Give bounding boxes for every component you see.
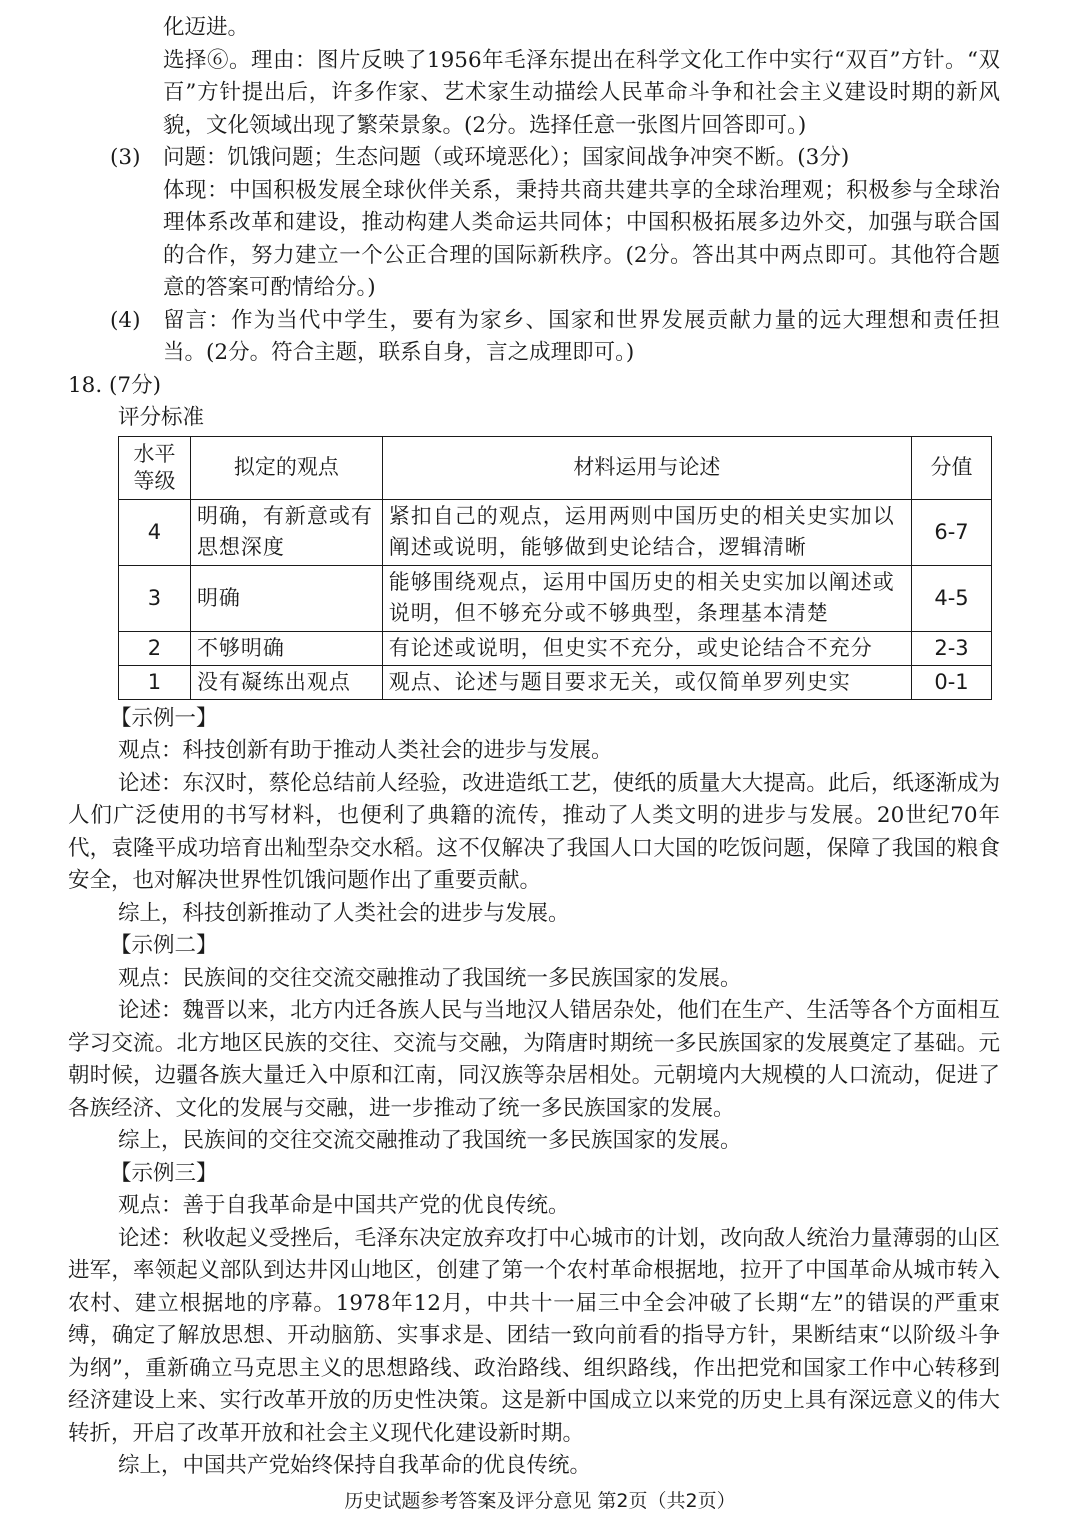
- example3-summary: 综上，中国共产党始终保持自我革命的优良传统。: [118, 1453, 592, 1478]
- row-score: 0-1: [912, 665, 992, 699]
- row-level: 2: [119, 631, 191, 665]
- example3-argument: 论述：秋收起义受挫后，毛泽东决定放弃攻打中心城市的计划，改向敌人统治力量薄弱的山区进军，率领起义部队到达井冈山地区，创建了第一个农村革命根据地，拉开了中国革命从城市转入农村、建立根据地的序幕。1978年12月，中共十一届三中全会冲破了长期“左”的错误的严重束缚，确定了解放思想、开动脑筋、实事求是、团结一致向前看的指导方针，果断结束“以阶级斗争为纲”，重新确立马克思主义的思想路线、政治路线、组织路线，作出把党和国家工作中心转移到经济建设上来、实行改革开放的历史性决策。这是新中国成立以来党的历史上具有深远意义的伟大转折，开启了改革开放和社会主义现代化建设新时期。: [68, 1225, 1000, 1446]
- example1-argument: 论述：东汉时，蔡伦总结前人经验，改进造纸工艺，使纸的质量大大提高。此后，纸逐渐成为人们广泛使用的书写材料，也便利了典籍的流传，推动了人类文明的进步与发展。20世纪70年代，袁隆平成功培育出籼型杂交水稻。这不仅解决了我国人口大国的吃饭问题，保障了我国的粮食安全，也对解决世界性饥饿问题作出了重要贡献。: [68, 770, 1000, 893]
- row-argument: 观点、论述与题目要求无关，或仅简单罗列史实: [382, 665, 911, 699]
- answer-page: [0, 12, 1080, 1483]
- row-view: 明确，有新意或有思想深度: [190, 499, 382, 565]
- example3-view: 观点：善于自我革命是中国共产党的优良传统。: [118, 1193, 570, 1218]
- page-footer: 历史试题参考答案及评分意见 第2页（共2页）: [344, 1490, 736, 1512]
- row-view: 明确: [190, 565, 382, 631]
- row-score: 6-7: [912, 499, 992, 565]
- choice6-reason: 选择⑥。理由：图片反映了1956年毛泽东提出在科学文化工作中实行“双百”方针。“双百”方针提出后，许多作家、艺术家生动描绘人民革命斗争和社会主义建设时期的新风貌，文化领域出现了繁荣景象。(2分。选择任意一张图片回答即可。): [163, 47, 1000, 138]
- q3-embody: 体现：中国积极发展全球伙伴关系，秉持共商共建共享的全球治理观；积极参与全球治理体系改革和建设，推动构建人类命运共同体；中国积极拓展多边外交，加强与联合国的合作，努力建立一个公正合理的国际新秩序。(2分。答出其中两点即可。其他符合题意的答案可酌情给分。): [163, 177, 1000, 300]
- example1-title: 【示例一】: [110, 705, 218, 731]
- q4-message: 留言：作为当代中学生，要有为家乡、国家和世界发展贡献力量的远大理想和责任担当。(2分。符合主题，联系自身，言之成理即可。): [163, 307, 1000, 365]
- criteria-title: 评分标准: [118, 405, 205, 430]
- choice-continuation: 化迈进。: [163, 15, 250, 40]
- table-row: [119, 665, 992, 699]
- table-row: [119, 499, 992, 565]
- row-score: 4-5: [912, 565, 992, 631]
- row-view: 没有凝练出观点: [190, 665, 382, 699]
- example2-view: 观点：民族间的交往交流交融推动了我国统一多民族国家的发展。: [118, 965, 742, 991]
- row-view: 不够明确: [190, 631, 382, 665]
- row-score: 2-3: [912, 631, 992, 665]
- q3-problem: 问题：饥饿问题；生态问题（或环境恶化）；国家间战争冲突不断。(3分): [163, 145, 850, 170]
- q3-label: (3): [110, 145, 141, 170]
- row-argument: 有论述或说明，但史实不充分，或史论结合不充分: [382, 631, 911, 665]
- example1-view: 观点：科技创新有助于推动人类社会的进步与发展。: [118, 738, 613, 763]
- q4-label: (4): [110, 307, 141, 333]
- header-view: 拟定的观点: [190, 436, 382, 499]
- row-level: 3: [119, 565, 191, 631]
- example2-title: 【示例二】: [110, 933, 218, 958]
- row-argument: 紧扣自己的观点，运用两则中国历史的相关史实加以阐述或说明，能够做到史论结合，逻辑清晰: [382, 499, 911, 565]
- row-level: 1: [119, 665, 191, 699]
- header-argument: 材料运用与论述: [382, 436, 911, 499]
- example3-title: 【示例三】: [110, 1160, 218, 1186]
- scoring-table: [118, 436, 992, 700]
- row-argument: 能够围绕观点，运用中国历史的相关史实加以阐述或说明，但不够充分或不够典型，条理基本清楚: [382, 565, 911, 631]
- example2-summary: 综上，民族间的交往交流交融推动了我国统一多民族国家的发展。: [118, 1128, 742, 1153]
- table-row: [119, 631, 992, 665]
- q18-header: 18. (7分): [68, 372, 161, 398]
- table-header-row: [119, 436, 992, 499]
- q3-problem-block: [0, 142, 1080, 175]
- example2-argument: 论述：魏晋以来，北方内迁各族人民与当地汉人错居杂处，他们在生产、生活等各个方面相互学习交流。北方地区民族的交往、交流与交融，为隋唐时期统一多民族国家的发展奠定了基础。元朝时候，边疆各族大量迁入中原和江南，同汉族等杂居相处。元朝境内大规模的人口流动，促进了各族经济、文化的发展与交融，进一步推动了统一多民族国家的发展。: [68, 998, 1000, 1121]
- q4-block: [0, 305, 1080, 370]
- header-score: 分值: [912, 436, 992, 499]
- example1-summary: 综上，科技创新推动了人类社会的进步与发展。: [118, 900, 570, 926]
- header-level: 水平等级: [119, 436, 191, 499]
- table-row: [119, 565, 992, 631]
- row-level: 4: [119, 499, 191, 565]
